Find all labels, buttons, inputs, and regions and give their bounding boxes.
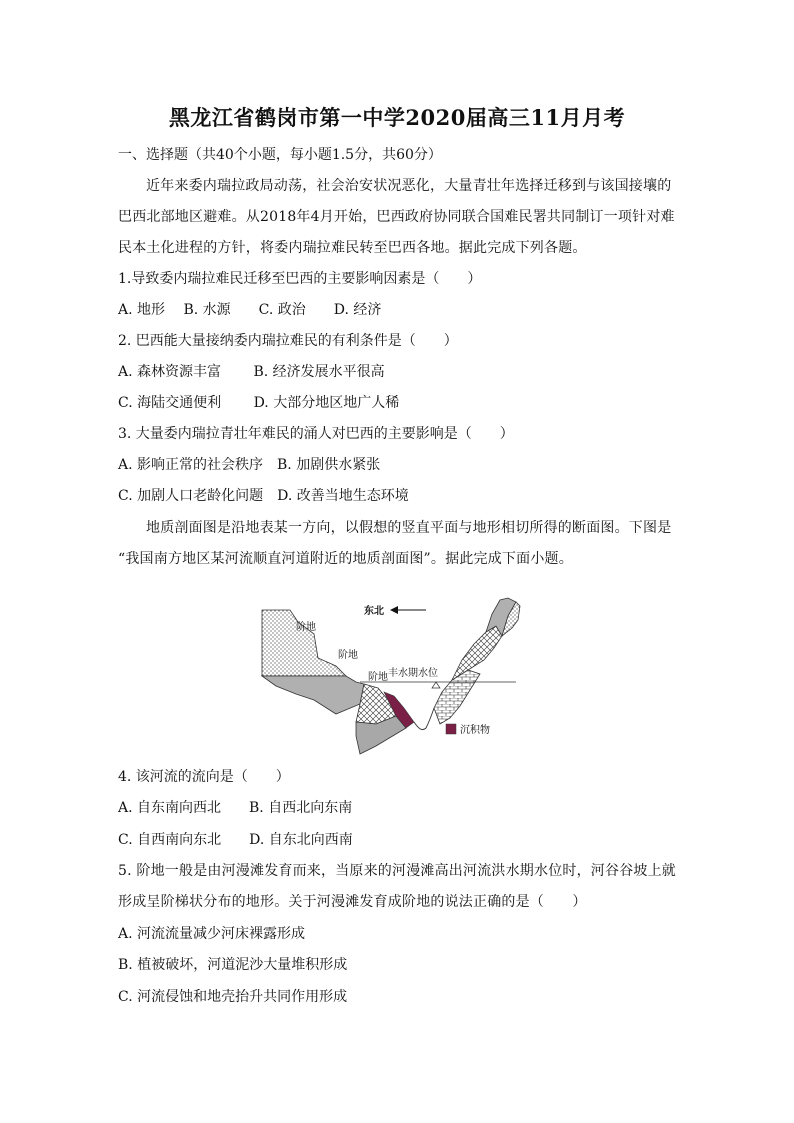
q3-options-2: C. 加剧人口老龄化问题 D. 改善当地生态环境 bbox=[118, 488, 409, 504]
direction-label: 东北 bbox=[364, 606, 384, 617]
q4-stem: 4. 该河流的流向是（ ） bbox=[118, 769, 290, 785]
q3-stem: 3. 大量委内瑞拉青壮年难民的涌人对巴西的主要影响是（ ） bbox=[118, 426, 514, 442]
q3-options-1: A. 影响正常的社会秩序 B. 加剧供水紧张 bbox=[118, 457, 381, 473]
passage2-line-2: “我国南方地区某河流顺直河道附近的地质剖面图”。据此完成下面小题。 bbox=[118, 551, 573, 567]
q5-option-a: A. 河流流量减少河床裸露形成 bbox=[118, 926, 306, 942]
q5-option-c: C. 河流侵蚀和地壳抬升共同作用形成 bbox=[118, 989, 348, 1005]
water-level-label: 丰水期水位 bbox=[388, 668, 438, 679]
river-profile bbox=[414, 708, 434, 730]
q2-options-2: C. 海陆交通便利 D. 大部分地区地广人稀 bbox=[118, 395, 400, 411]
terrace-label-2: 阶地 bbox=[338, 650, 358, 661]
left-dotted-layer bbox=[262, 610, 346, 676]
q5-option-b: B. 植被破坏，河道泥沙大量堆积形成 bbox=[118, 957, 348, 973]
q5-stem-line-1: 5. 阶地一般是由河漫滩发育而来，当原来的河漫滩高出河流洪水期水位时，河谷谷坡上就 bbox=[118, 863, 677, 879]
passage1-line-3: 民本土化进程的方针，将委内瑞拉难民转至巴西各地。据此完成下列各题。 bbox=[118, 240, 587, 256]
exam-title: 黑龙江省鹤岗市第一中学2020届高三11月月考 bbox=[168, 105, 626, 130]
geologic-section-figure bbox=[256, 596, 526, 756]
q2-stem: 2. 巴西能大量接纳委内瑞拉难民的有利条件是（ ） bbox=[118, 333, 458, 349]
q4-options-1: A. 自东南向西北 B. 自西北向东南 bbox=[118, 800, 353, 816]
right-cross-layer bbox=[452, 626, 502, 680]
terrace-label-3: 阶地 bbox=[368, 672, 388, 683]
water-level-marker bbox=[432, 682, 440, 688]
q2-options-1: A. 森林资源丰富 B. 经济发展水平很高 bbox=[118, 364, 385, 380]
q4-options-2: C. 自西南向东北 D. 自东北向西南 bbox=[118, 832, 353, 848]
q1-options: A. 地形 B. 水源 C. 政治 D. 经济 bbox=[118, 302, 382, 318]
q1-stem: 1.导致委内瑞拉难民迁移至巴西的主要影响因素是（ ） bbox=[118, 271, 482, 287]
passage2-line-1: 地质剖面图是沿地表某一方向，以假想的竖直平面与地形相切所得的断面图。下图是 bbox=[146, 520, 672, 536]
q5-stem-line-2: 形成呈阶梯状分布的地形。关于河漫滩发育成阶地的说法正确的是（ ） bbox=[118, 894, 587, 910]
passage1-line-2: 巴西北部地区避难。从2018年4月开始，巴西政府协同联合国难民署共同制订一项针对难 bbox=[118, 209, 675, 225]
terrace-label-1: 阶地 bbox=[296, 622, 316, 633]
left-grey-layer bbox=[262, 676, 364, 714]
passage1-line-1: 近年来委内瑞拉政局动荡，社会治安状况恶化，大量青壮年选择迁移到与该国接壤的 bbox=[146, 178, 672, 194]
right-brick-layer bbox=[434, 670, 480, 724]
legend-swatch bbox=[446, 724, 456, 734]
legend-label: 沉积物 bbox=[460, 725, 490, 736]
direction-arrow-head bbox=[390, 606, 398, 614]
section-heading: 一、选择题（共40个小题，每小题1.5分，共60分） bbox=[118, 147, 442, 163]
